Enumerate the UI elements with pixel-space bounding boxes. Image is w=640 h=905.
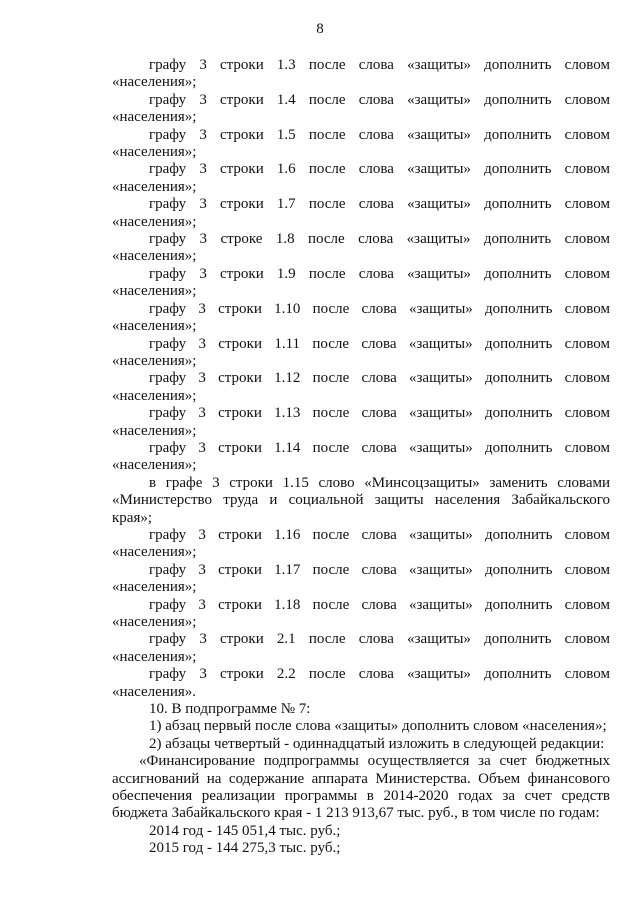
amendment-paragraph: графу 3 строки 1.4 после слова «защиты» дополнить словом «населения»;: [112, 91, 610, 126]
amendment-paragraph: графу 3 строки 1.16 после слова «защиты» дополнить словом «населения»;: [112, 526, 610, 561]
quoted-paragraph: «Финансирование подпрограммы осуществляется за счет бюджетных ассигнований на содержание аппарата Министерства. Объем финансового обеспечения реализации программы в 2014-2020 годах за счет средств бюджета Забайкальского края - 1 213 913,67 тыс. руб., в том числе по годам:: [112, 753, 610, 822]
amendment-paragraph: графу 3 строки 1.18 после слова «защиты» дополнить словом «населения»;: [112, 596, 610, 630]
amendment-paragraph: графу 3 строке 1.8 после слова «защиты» дополнить словом «населения»;: [112, 231, 610, 265]
page-number: 8: [316, 21, 324, 37]
amendment-paragraph: графу 3 строки 1.14 после слова «защиты» дополнить словом «населения»;: [112, 439, 610, 474]
amendment-paragraph: графу 3 строки 1.13 после слова «защиты» дополнить словом «населения»;: [112, 405, 610, 439]
amendment-paragraph: графу 3 строки 1.3 после слова «защиты» дополнить словом «населения»;: [112, 57, 610, 91]
amendment-paragraph: графу 3 строки 1.12 после слова «защиты» дополнить словом «населения»;: [112, 370, 610, 404]
amendment-paragraph-replace: в графе 3 строки 1.15 слово «Минсоцзащиты» заменить словами «Министерство труда и социальной защиты населения Забайкальского края»;: [112, 474, 610, 526]
list-item: 2) абзацы четвертый - одиннадцатый изложить в следующей редакции:: [149, 735, 605, 752]
amendment-paragraph: графу 3 строки 1.9 после слова «защиты» дополнить словом «населения»;: [112, 265, 610, 300]
list-item: 1) абзац первый после слова «защиты» дополнить словом «населения»;: [149, 718, 607, 735]
amendment-paragraph: графу 3 строки 1.17 после слова «защиты» дополнить словом «населения»;: [112, 561, 610, 596]
amendment-paragraph: графу 3 строки 2.2 после слова «защиты» дополнить словом «населения».: [112, 666, 610, 700]
section-heading: 10. В подпрограмме № 7:: [149, 701, 311, 718]
year-line: 2014 год - 145 051,4 тыс. руб.;: [149, 822, 341, 839]
document-body: [112, 57, 610, 858]
amendment-paragraph: графу 3 строки 2.1 после слова «защиты» дополнить словом «населения»;: [112, 631, 610, 665]
amendment-paragraph: графу 3 строки 1.6 после слова «защиты» дополнить словом «населения»;: [112, 161, 610, 195]
year-line: 2015 год - 144 275,3 тыс. руб.;: [149, 840, 341, 857]
amendment-paragraph: графу 3 строки 1.7 после слова «защиты» дополнить словом «населения»;: [112, 196, 610, 230]
amendment-paragraph: графу 3 строки 1.10 после слова «защиты» дополнить словом «населения»;: [112, 300, 610, 335]
amendment-paragraph: графу 3 строки 1.5 после слова «защиты» дополнить словом «населения»;: [112, 126, 610, 161]
amendment-paragraph: графу 3 строки 1.11 после слова «защиты» дополнить словом «населения»;: [112, 335, 610, 369]
